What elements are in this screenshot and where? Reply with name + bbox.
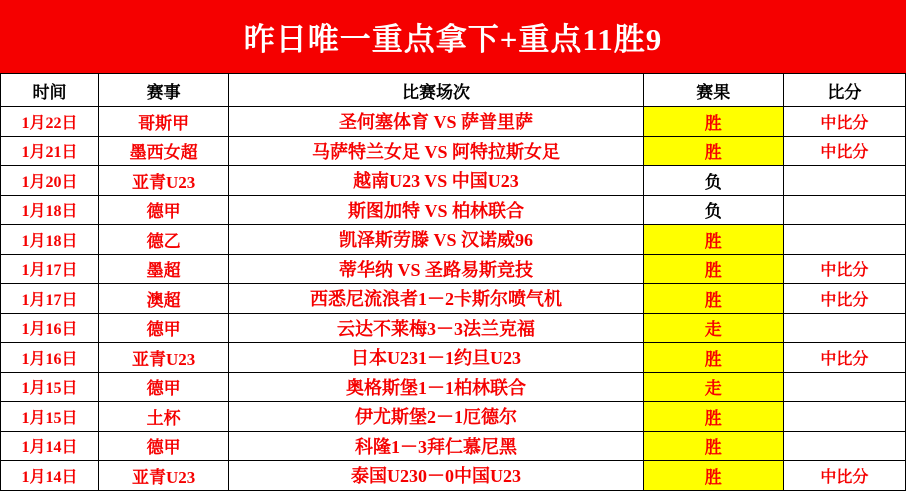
table-row <box>1 313 906 343</box>
cell-result: 胜 <box>643 107 783 137</box>
table-row <box>1 372 906 402</box>
table-row <box>1 107 906 137</box>
cell-match: 奥格斯堡1－1柏林联合 <box>229 372 643 402</box>
table-row <box>1 225 906 255</box>
cell-league: 墨西女超 <box>99 136 229 166</box>
cell-score: 中比分 <box>783 107 905 137</box>
cell-score: 中比分 <box>783 254 905 284</box>
cell-time: 1月22日 <box>1 107 99 137</box>
cell-league: 亚青U23 <box>99 166 229 196</box>
cell-result: 走 <box>643 313 783 343</box>
cell-time: 1月15日 <box>1 372 99 402</box>
cell-score <box>783 431 905 461</box>
column-header-match: 比赛场次 <box>229 74 643 107</box>
cell-league: 德甲 <box>99 313 229 343</box>
cell-league: 墨超 <box>99 254 229 284</box>
table-row <box>1 402 906 432</box>
banner-header <box>0 0 906 73</box>
cell-score: 中比分 <box>783 136 905 166</box>
match-results-table <box>0 73 906 491</box>
cell-time: 1月18日 <box>1 225 99 255</box>
cell-result: 胜 <box>643 254 783 284</box>
cell-league: 德乙 <box>99 225 229 255</box>
cell-result: 走 <box>643 372 783 402</box>
cell-score <box>783 372 905 402</box>
cell-league: 土杯 <box>99 402 229 432</box>
cell-league: 德甲 <box>99 195 229 225</box>
column-header-score: 比分 <box>783 74 905 107</box>
cell-match: 伊尤斯堡2－1厄德尔 <box>229 402 643 432</box>
cell-league: 哥斯甲 <box>99 107 229 137</box>
table-body <box>1 107 906 491</box>
cell-score <box>783 225 905 255</box>
table-row <box>1 195 906 225</box>
table-row <box>1 166 906 196</box>
cell-match: 日本U231－1约旦U23 <box>229 343 643 373</box>
table-row <box>1 136 906 166</box>
cell-result: 负 <box>643 195 783 225</box>
cell-result: 胜 <box>643 402 783 432</box>
cell-match: 马萨特兰女足 VS 阿特拉斯女足 <box>229 136 643 166</box>
column-header-time: 时间 <box>1 74 99 107</box>
cell-time: 1月16日 <box>1 313 99 343</box>
cell-result: 胜 <box>643 461 783 491</box>
cell-score: 中比分 <box>783 343 905 373</box>
cell-time: 1月17日 <box>1 254 99 284</box>
cell-league: 亚青U23 <box>99 343 229 373</box>
cell-time: 1月18日 <box>1 195 99 225</box>
cell-league: 德甲 <box>99 372 229 402</box>
cell-league: 澳超 <box>99 284 229 314</box>
cell-match: 西悉尼流浪者1－2卡斯尔喷气机 <box>229 284 643 314</box>
cell-score: 中比分 <box>783 284 905 314</box>
cell-score <box>783 195 905 225</box>
cell-time: 1月16日 <box>1 343 99 373</box>
table-header <box>1 74 906 107</box>
cell-match: 蒂华纳 VS 圣路易斯竞技 <box>229 254 643 284</box>
cell-match: 越南U23 VS 中国U23 <box>229 166 643 196</box>
cell-result: 负 <box>643 166 783 196</box>
cell-league: 德甲 <box>99 431 229 461</box>
cell-time: 1月21日 <box>1 136 99 166</box>
table-row <box>1 431 906 461</box>
cell-match: 斯图加特 VS 柏林联合 <box>229 195 643 225</box>
cell-score <box>783 166 905 196</box>
cell-time: 1月20日 <box>1 166 99 196</box>
cell-league: 亚青U23 <box>99 461 229 491</box>
cell-result: 胜 <box>643 136 783 166</box>
cell-score <box>783 313 905 343</box>
table-row <box>1 254 906 284</box>
table-header-row <box>1 74 906 107</box>
cell-time: 1月17日 <box>1 284 99 314</box>
cell-result: 胜 <box>643 225 783 255</box>
column-header-result: 赛果 <box>643 74 783 107</box>
column-header-league: 赛事 <box>99 74 229 107</box>
cell-match: 泰国U230－0中国U23 <box>229 461 643 491</box>
cell-match: 科隆1－3拜仁慕尼黑 <box>229 431 643 461</box>
banner-title: 昨日唯一重点拿下+重点11胜9 <box>243 22 663 57</box>
table-row <box>1 343 906 373</box>
cell-match: 圣何塞体育 VS 萨普里萨 <box>229 107 643 137</box>
table-row <box>1 284 906 314</box>
cell-score: 中比分 <box>783 461 905 491</box>
table-row <box>1 461 906 491</box>
cell-time: 1月15日 <box>1 402 99 432</box>
cell-time: 1月14日 <box>1 461 99 491</box>
cell-result: 胜 <box>643 343 783 373</box>
cell-score <box>783 402 905 432</box>
cell-result: 胜 <box>643 284 783 314</box>
cell-match: 云达不莱梅3－3法兰克福 <box>229 313 643 343</box>
cell-time: 1月14日 <box>1 431 99 461</box>
cell-result: 胜 <box>643 431 783 461</box>
cell-match: 凯泽斯劳滕 VS 汉诺威96 <box>229 225 643 255</box>
